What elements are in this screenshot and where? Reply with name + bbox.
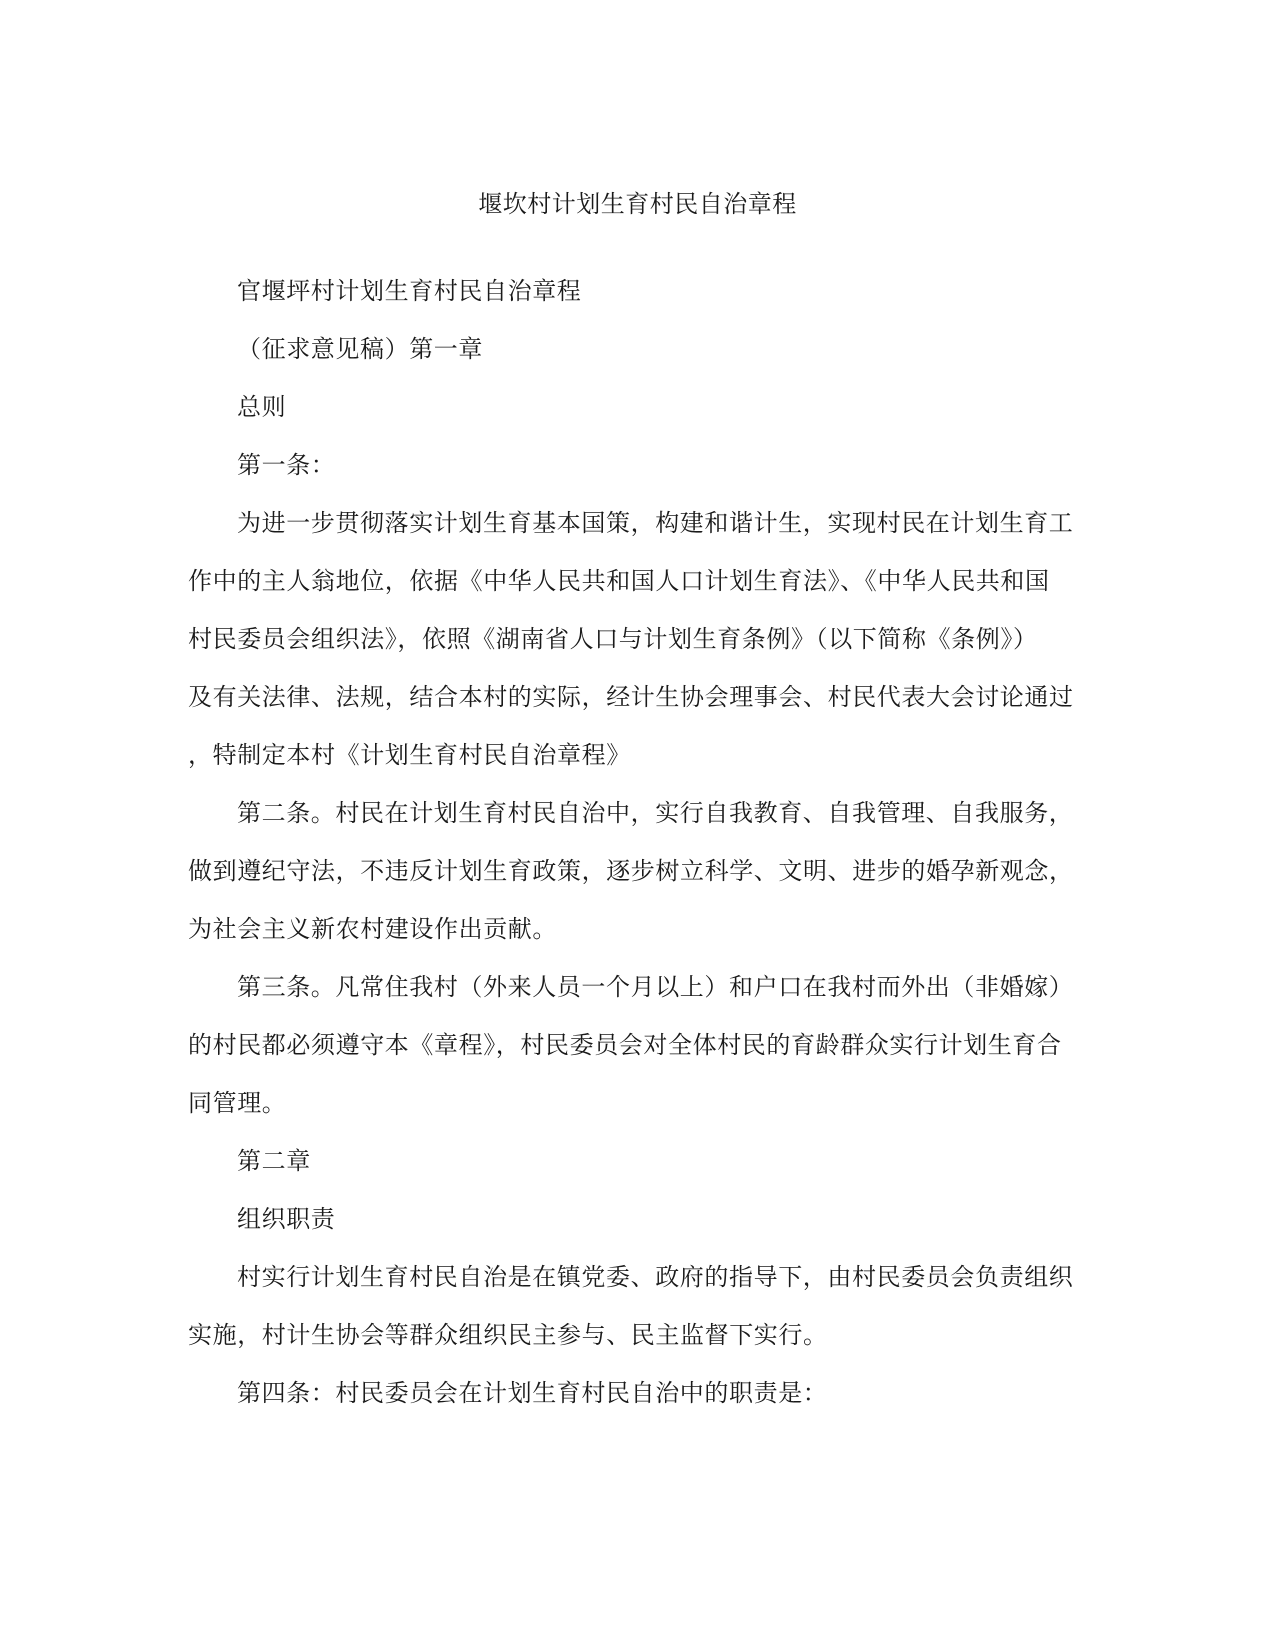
text-line: 做到遵纪守法，不违反计划生育政策，逐步树立科学、文明、进步的婚孕新观念， bbox=[188, 857, 1074, 885]
document-title: 堰坎村计划生育村民自治章程 bbox=[478, 190, 797, 218]
text-line: 为进一步贯彻落实计划生育基本国策，构建和谐计生，实现村民在计划生育工 bbox=[237, 509, 1074, 537]
text-line: 第二章 bbox=[237, 1147, 311, 1175]
text-line: 作中的主人翁地位，依据《中华人民共和国人口计划生育法》、《中华人民共和国 bbox=[188, 567, 1050, 595]
text-line: 为社会主义新农村建设作出贡献。 bbox=[188, 915, 557, 943]
text-line: 第二条。村民在计划生育村民自治中，实行自我教育、自我管理、自我服务， bbox=[237, 799, 1074, 827]
text-line: 及有关法律、法规，结合本村的实际，经计生协会理事会、村民代表大会讨论通过 bbox=[188, 683, 1074, 711]
text-line: 实施，村计生协会等群众组织民主参与、民主监督下实行。 bbox=[188, 1321, 828, 1349]
text-line: 组织职责 bbox=[237, 1205, 336, 1233]
text-line: 同管理。 bbox=[188, 1089, 287, 1117]
text-line: 的村民都必须遵守本《章程》，村民委员会对全体村民的育龄群众实行计划生育合 bbox=[188, 1031, 1062, 1059]
text-line: 第一条： bbox=[237, 451, 336, 479]
text-line: 第三条。凡常住我村（外来人员一个月以上）和户口在我村而外出（非婚嫁） bbox=[237, 973, 1074, 1001]
text-line: 村实行计划生育村民自治是在镇党委、政府的指导下，由村民委员会负责组织 bbox=[237, 1263, 1074, 1291]
text-line: ，特制定本村《计划生育村民自治章程》 bbox=[188, 741, 631, 769]
text-line: 第四条：村民委员会在计划生育村民自治中的职责是： bbox=[237, 1379, 828, 1407]
text-line: （征求意见稿）第一章 bbox=[237, 335, 483, 363]
document-body bbox=[188, 262, 1086, 1422]
text-line: 官堰坪村计划生育村民自治章程 bbox=[237, 277, 582, 305]
text-line: 村民委员会组织法》，依照《湖南省人口与计划生育条例》（以下简称《条例》） bbox=[188, 625, 1038, 653]
text-line: 总则 bbox=[237, 393, 287, 421]
